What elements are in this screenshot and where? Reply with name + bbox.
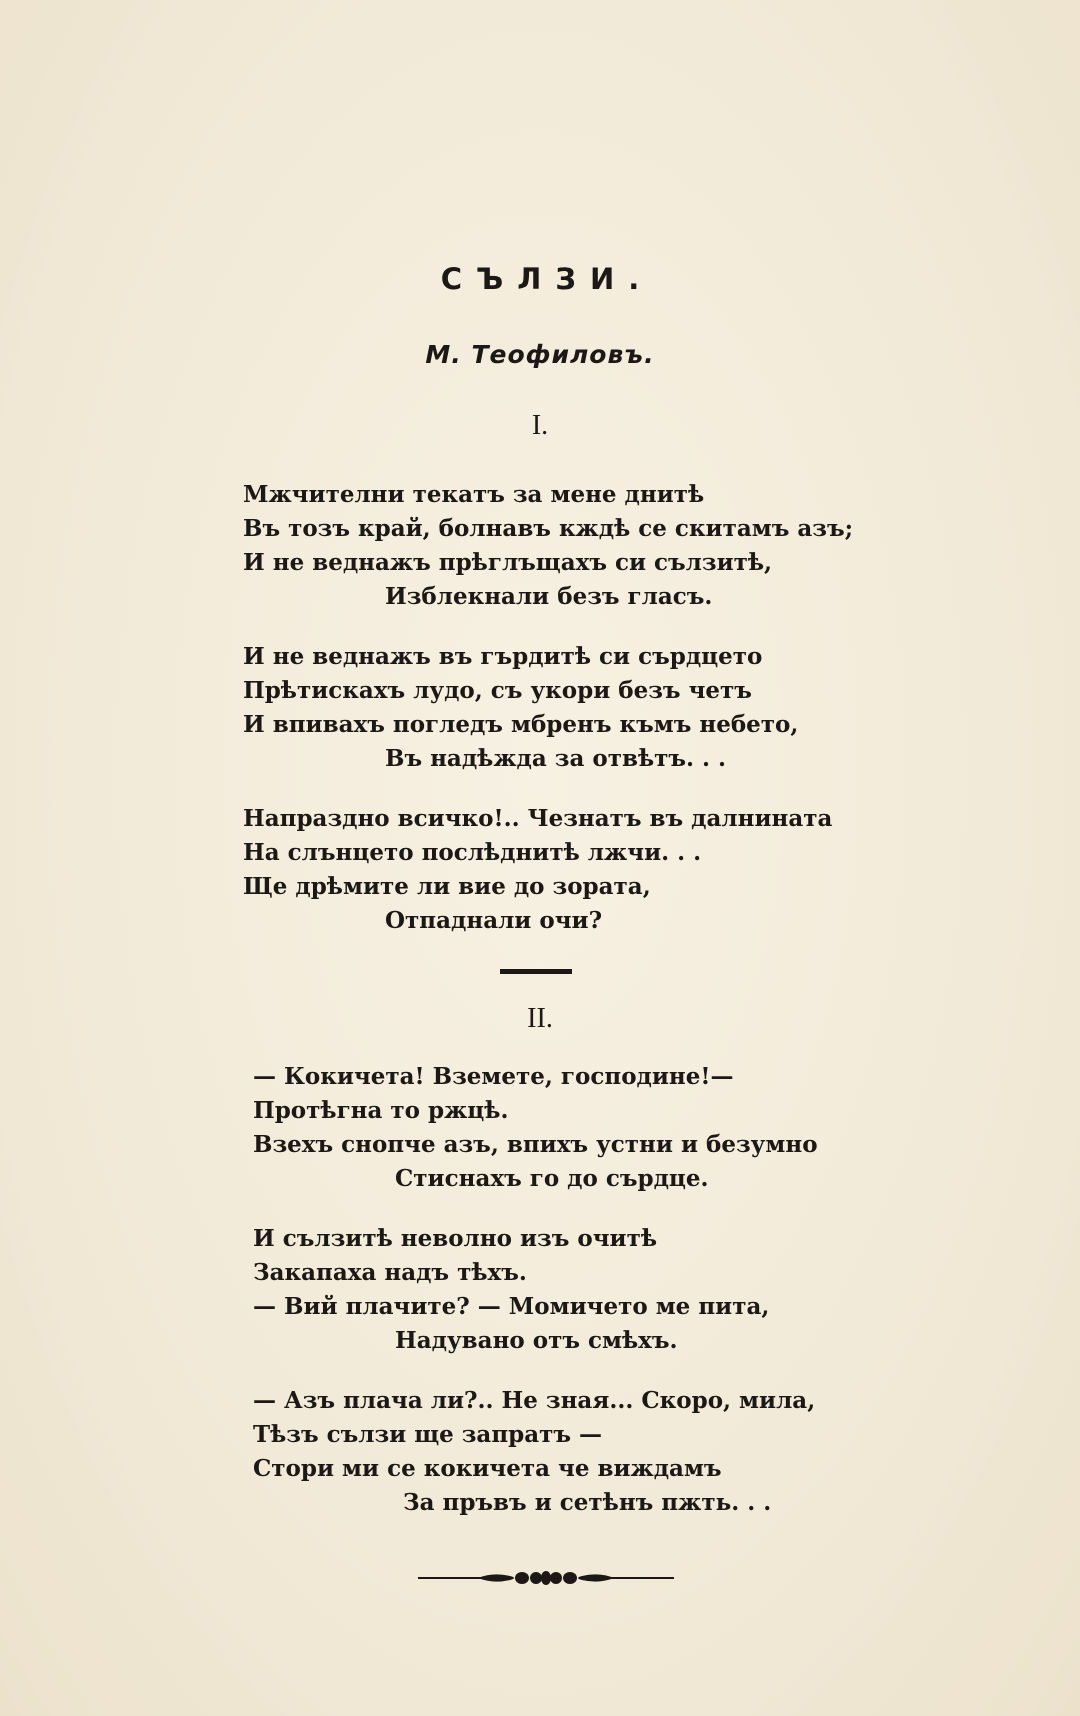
poem-line: И сълзитѣ неволно изъ очитѣ (253, 1225, 658, 1252)
section-1-poem (243, 478, 853, 938)
poem-line: Отпаднали очи? (385, 907, 603, 934)
poem-line: Стиснахъ го до сърдце. (395, 1165, 709, 1192)
poem-line: Ще дрѣмите ли вие до зората, (243, 873, 651, 900)
poem-line: За пръвъ и сетѣнъ пжть. . . (403, 1489, 772, 1516)
poem-line: Тѣзъ сълзи ще запратъ — (253, 1421, 603, 1448)
poem-line: — Вий плачите? — Момичето ме пита, (253, 1293, 770, 1320)
stanza (253, 1222, 818, 1358)
poem-line: Въ тозъ край, болнавъ кждѣ се скитамъ азъ; (243, 515, 854, 542)
poem-line: И впивахъ погледъ мбренъ къмъ небето, (243, 711, 799, 738)
poem-line: Надувано отъ смѣхъ. (395, 1327, 678, 1354)
poem-line: И не веднажъ въ гърдитѣ си сърдцето (243, 643, 763, 670)
section-numeral-2: II. (527, 1003, 553, 1034)
stanza (243, 640, 853, 776)
poem-line: Протѣгна то ржцѣ. (253, 1097, 509, 1124)
poem-line: И не веднажъ прѣглъщахъ си сълзитѣ, (243, 549, 773, 576)
poem-line: Стори ми се кокичета че виждамъ (253, 1455, 722, 1482)
poem-title: СЪЛЗИ. (440, 262, 654, 296)
stanza (253, 1384, 818, 1520)
section-divider (500, 969, 572, 974)
end-ornament-icon (418, 1568, 674, 1588)
poem-line: Напраздно всичко!.. Чезнатъ въ далнината (243, 805, 833, 832)
poem-line: Закапаха надъ тѣхъ. (253, 1259, 527, 1286)
section-2-poem (253, 1060, 818, 1520)
section-numeral-1: I. (531, 410, 549, 441)
poem-line: — Кокичета! Вземете, господине!— (253, 1063, 734, 1090)
poem-author: М. Теофиловъ. (425, 340, 655, 369)
stanza (243, 478, 853, 614)
stanza (253, 1060, 818, 1196)
poem-line: На слънцето послѣднитѣ лжчи. . . (243, 839, 702, 866)
poem-line: Мжчителни текатъ за мене днитѣ (243, 481, 705, 508)
stanza (243, 802, 853, 938)
poem-line: — Азъ плача ли?.. Не зная... Скоро, мила, (253, 1387, 816, 1414)
poem-line: Прѣтискахъ лудо, съ укори безъ четъ (243, 677, 752, 704)
poem-line: Въ надѣжда за отвѣтъ. . . (385, 745, 727, 772)
poem-line: Взехъ снопче азъ, впихъ устни и безумно (253, 1131, 818, 1158)
poem-line: Изблекнали безъ гласъ. (385, 583, 713, 610)
